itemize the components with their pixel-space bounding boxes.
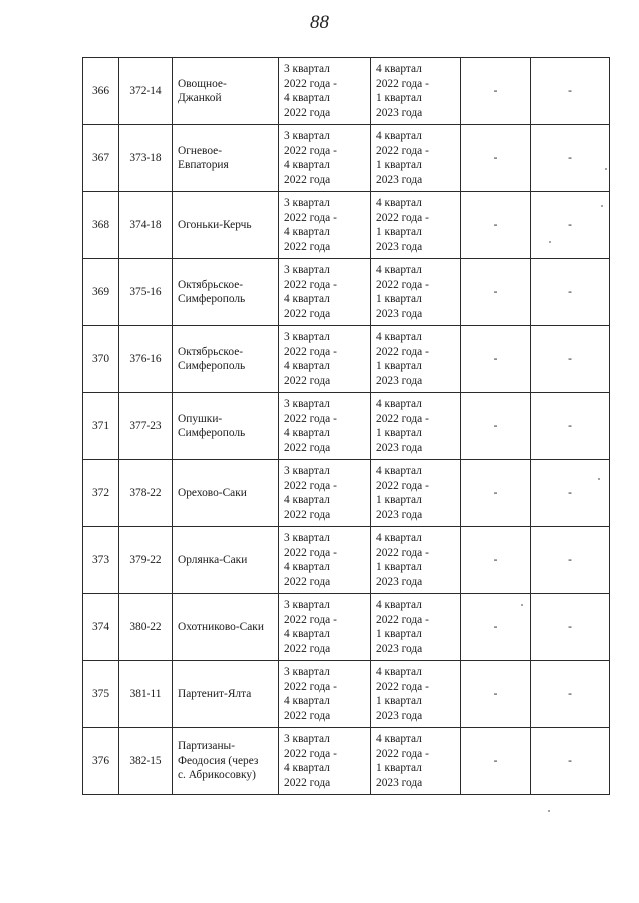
- value-column-7-cell: -: [461, 460, 531, 527]
- table-row: [83, 393, 610, 460]
- end-period-line: 4 квартал: [376, 197, 422, 209]
- end-period-line: 2023 года: [376, 307, 423, 320]
- end-period-line: 1 квартал: [376, 695, 422, 707]
- route-code-cell: 373-18: [119, 125, 173, 192]
- page-number: 88: [310, 12, 329, 33]
- start-period-line: 2022 года: [284, 173, 331, 186]
- start-period-line: 2022 года -: [284, 278, 337, 291]
- end-period-cell: [371, 728, 461, 795]
- start-period-cell: [279, 58, 371, 125]
- route-code-cell: 375-16: [119, 259, 173, 326]
- end-period-line: 4 квартал: [376, 599, 422, 611]
- start-period-line: 4 квартал: [284, 226, 330, 238]
- start-period-cell: [279, 527, 371, 594]
- end-period-line: 2023 года: [376, 173, 423, 186]
- start-period-cell: [279, 259, 371, 326]
- start-period-line: 2022 года -: [284, 211, 337, 224]
- start-period-line: 2022 года -: [284, 747, 337, 760]
- end-period-line: 1 квартал: [376, 561, 422, 573]
- value-column-7-cell: -: [461, 192, 531, 259]
- end-period-cell: [371, 393, 461, 460]
- start-period-line: 2022 года -: [284, 680, 337, 693]
- end-period-cell: [371, 326, 461, 393]
- route-code-cell: 374-18: [119, 192, 173, 259]
- end-period-line: 4 квартал: [376, 264, 422, 276]
- route-code-cell: 376-16: [119, 326, 173, 393]
- route-name-line: Орехово-Саки: [178, 486, 247, 499]
- route-name-line: Овощное-: [178, 77, 227, 90]
- start-period-line: 3 квартал: [284, 331, 330, 343]
- row-number-cell: 374: [83, 594, 119, 661]
- scan-speck: [549, 241, 551, 243]
- start-period-line: 2022 года: [284, 508, 331, 521]
- route-name-cell: [173, 460, 279, 527]
- value-column-8-cell: -: [531, 58, 610, 125]
- start-period-line: 3 квартал: [284, 130, 330, 142]
- end-period-line: 2023 года: [376, 374, 423, 387]
- end-period-line: 2022 года -: [376, 412, 429, 425]
- end-period-cell: [371, 58, 461, 125]
- start-period-line: 2022 года: [284, 374, 331, 387]
- start-period-line: 3 квартал: [284, 666, 330, 678]
- start-period-line: 2022 года: [284, 776, 331, 789]
- route-name-cell: [173, 192, 279, 259]
- route-name-line: Джанкой: [178, 92, 222, 104]
- end-period-line: 2023 года: [376, 106, 423, 119]
- route-code-cell: 377-23: [119, 393, 173, 460]
- route-name-line: Орлянка-Саки: [178, 553, 248, 566]
- start-period-cell: [279, 661, 371, 728]
- start-period-line: 4 квартал: [284, 494, 330, 506]
- route-name-line: Огневое-: [178, 144, 223, 157]
- route-name-line: Огоньки-Керчь: [178, 218, 252, 231]
- row-number-cell: 370: [83, 326, 119, 393]
- end-period-line: 2023 года: [376, 709, 423, 722]
- routes-table: [82, 57, 610, 795]
- table-row: [83, 192, 610, 259]
- end-period-line: 2022 года -: [376, 211, 429, 224]
- table-row: [83, 460, 610, 527]
- end-period-cell: [371, 460, 461, 527]
- start-period-line: 2022 года: [284, 307, 331, 320]
- value-column-7-cell: -: [461, 728, 531, 795]
- table-row: [83, 125, 610, 192]
- end-period-line: 1 квартал: [376, 293, 422, 305]
- end-period-line: 2022 года -: [376, 479, 429, 492]
- scan-speck: [548, 810, 550, 812]
- start-period-cell: [279, 393, 371, 460]
- table-row: [83, 661, 610, 728]
- route-code-cell: 382-15: [119, 728, 173, 795]
- value-column-8-cell: -: [531, 125, 610, 192]
- route-name-line: Симферополь: [178, 360, 246, 372]
- end-period-line: 2023 года: [376, 441, 423, 454]
- route-name-line: Октябрьское-: [178, 278, 244, 291]
- route-name-line: Симферополь: [178, 293, 246, 305]
- end-period-line: 2023 года: [376, 575, 423, 588]
- end-period-line: 1 квартал: [376, 427, 422, 439]
- value-column-7-cell: -: [461, 393, 531, 460]
- end-period-line: 2023 года: [376, 776, 423, 789]
- route-name-line: Феодосия (через: [178, 754, 259, 767]
- table-row: [83, 728, 610, 795]
- end-period-line: 2023 года: [376, 642, 423, 655]
- end-period-cell: [371, 594, 461, 661]
- start-period-line: 2022 года: [284, 709, 331, 722]
- table-body: [83, 58, 610, 795]
- value-column-8-cell: -: [531, 393, 610, 460]
- end-period-cell: [371, 661, 461, 728]
- row-number-cell: 366: [83, 58, 119, 125]
- value-column-7-cell: -: [461, 125, 531, 192]
- end-period-line: 2022 года -: [376, 278, 429, 291]
- end-period-line: 2022 года -: [376, 546, 429, 559]
- route-name-cell: [173, 326, 279, 393]
- route-code-cell: 381-11: [119, 661, 173, 728]
- start-period-line: 2022 года -: [284, 613, 337, 626]
- table-row: [83, 58, 610, 125]
- row-number-cell: 371: [83, 393, 119, 460]
- end-period-line: 2022 года -: [376, 144, 429, 157]
- table-row: [83, 527, 610, 594]
- start-period-line: 3 квартал: [284, 733, 330, 745]
- start-period-line: 2022 года: [284, 575, 331, 588]
- row-number-cell: 369: [83, 259, 119, 326]
- start-period-line: 2022 года: [284, 441, 331, 454]
- end-period-cell: [371, 192, 461, 259]
- end-period-line: 1 квартал: [376, 159, 422, 171]
- start-period-cell: [279, 326, 371, 393]
- start-period-cell: [279, 192, 371, 259]
- route-code-cell: 379-22: [119, 527, 173, 594]
- end-period-line: 1 квартал: [376, 360, 422, 372]
- route-name-line: Опушки-: [178, 412, 223, 425]
- end-period-line: 1 квартал: [376, 92, 422, 104]
- value-column-8-cell: -: [531, 527, 610, 594]
- route-name-cell: [173, 594, 279, 661]
- start-period-line: 3 квартал: [284, 63, 330, 75]
- scan-speck: [521, 604, 523, 606]
- value-column-8-cell: -: [531, 460, 610, 527]
- start-period-line: 4 квартал: [284, 293, 330, 305]
- start-period-line: 4 квартал: [284, 628, 330, 640]
- start-period-line: 4 квартал: [284, 159, 330, 171]
- end-period-line: 4 квартал: [376, 331, 422, 343]
- route-name-line: Евпатория: [178, 159, 229, 171]
- end-period-line: 4 квартал: [376, 465, 422, 477]
- start-period-cell: [279, 728, 371, 795]
- value-column-7-cell: -: [461, 58, 531, 125]
- route-name-line: Партенит-Ялта: [178, 687, 252, 700]
- start-period-line: 2022 года: [284, 106, 331, 119]
- end-period-line: 2022 года -: [376, 77, 429, 90]
- row-number-cell: 373: [83, 527, 119, 594]
- start-period-line: 4 квартал: [284, 695, 330, 707]
- start-period-cell: [279, 594, 371, 661]
- value-column-7-cell: -: [461, 259, 531, 326]
- end-period-cell: [371, 527, 461, 594]
- end-period-line: 4 квартал: [376, 733, 422, 745]
- start-period-line: 3 квартал: [284, 264, 330, 276]
- start-period-cell: [279, 460, 371, 527]
- end-period-line: 2022 года -: [376, 747, 429, 760]
- value-column-7-cell: -: [461, 326, 531, 393]
- start-period-line: 3 квартал: [284, 197, 330, 209]
- row-number-cell: 368: [83, 192, 119, 259]
- end-period-line: 2022 года -: [376, 345, 429, 358]
- row-number-cell: 376: [83, 728, 119, 795]
- end-period-line: 2022 года -: [376, 680, 429, 693]
- start-period-line: 2022 года -: [284, 546, 337, 559]
- start-period-line: 4 квартал: [284, 92, 330, 104]
- start-period-line: 4 квартал: [284, 427, 330, 439]
- start-period-line: 2022 года -: [284, 77, 337, 90]
- end-period-line: 1 квартал: [376, 226, 422, 238]
- end-period-cell: [371, 259, 461, 326]
- start-period-line: 2022 года: [284, 240, 331, 253]
- value-column-8-cell: -: [531, 728, 610, 795]
- value-column-8-cell: -: [531, 661, 610, 728]
- route-name-line: с. Абрикосовку): [178, 769, 256, 782]
- route-name-cell: [173, 527, 279, 594]
- value-column-8-cell: -: [531, 326, 610, 393]
- end-period-cell: [371, 125, 461, 192]
- value-column-8-cell: -: [531, 192, 610, 259]
- end-period-line: 4 квартал: [376, 666, 422, 678]
- route-code-cell: 372-14: [119, 58, 173, 125]
- value-column-7-cell: -: [461, 594, 531, 661]
- route-code-cell: 378-22: [119, 460, 173, 527]
- end-period-line: 4 квартал: [376, 130, 422, 142]
- start-period-cell: [279, 125, 371, 192]
- route-name-cell: [173, 259, 279, 326]
- value-column-7-cell: -: [461, 527, 531, 594]
- scan-speck: [598, 478, 600, 480]
- row-number-cell: 372: [83, 460, 119, 527]
- start-period-line: 3 квартал: [284, 532, 330, 544]
- start-period-line: 4 квартал: [284, 360, 330, 372]
- start-period-line: 3 квартал: [284, 398, 330, 410]
- route-name-line: Симферополь: [178, 427, 246, 439]
- route-name-cell: [173, 393, 279, 460]
- table-row: [83, 326, 610, 393]
- end-period-line: 2023 года: [376, 508, 423, 521]
- start-period-line: 2022 года -: [284, 345, 337, 358]
- route-name-line: Охотниково-Саки: [178, 620, 264, 633]
- end-period-line: 1 квартал: [376, 762, 422, 774]
- route-code-cell: 380-22: [119, 594, 173, 661]
- end-period-line: 2023 года: [376, 240, 423, 253]
- route-name-cell: [173, 58, 279, 125]
- route-name-cell: [173, 728, 279, 795]
- row-number-cell: 367: [83, 125, 119, 192]
- start-period-line: 4 квартал: [284, 561, 330, 573]
- route-name-cell: [173, 661, 279, 728]
- route-name-cell: [173, 125, 279, 192]
- start-period-line: 3 квартал: [284, 599, 330, 611]
- start-period-line: 4 квартал: [284, 762, 330, 774]
- end-period-line: 4 квартал: [376, 532, 422, 544]
- route-name-line: Партизаны-: [178, 740, 235, 753]
- value-column-8-cell: -: [531, 594, 610, 661]
- start-period-line: 2022 года -: [284, 479, 337, 492]
- end-period-line: 1 квартал: [376, 494, 422, 506]
- scan-speck: [601, 205, 603, 207]
- row-number-cell: 375: [83, 661, 119, 728]
- end-period-line: 2022 года -: [376, 613, 429, 626]
- table-row: [83, 259, 610, 326]
- end-period-line: 4 квартал: [376, 63, 422, 75]
- value-column-7-cell: -: [461, 661, 531, 728]
- table-row: [83, 594, 610, 661]
- end-period-line: 4 квартал: [376, 398, 422, 410]
- start-period-line: 2022 года -: [284, 412, 337, 425]
- start-period-line: 2022 года -: [284, 144, 337, 157]
- start-period-line: 2022 года: [284, 642, 331, 655]
- scan-speck: [605, 168, 607, 170]
- value-column-8-cell: -: [531, 259, 610, 326]
- start-period-line: 3 квартал: [284, 465, 330, 477]
- route-name-line: Октябрьское-: [178, 345, 244, 358]
- end-period-line: 1 квартал: [376, 628, 422, 640]
